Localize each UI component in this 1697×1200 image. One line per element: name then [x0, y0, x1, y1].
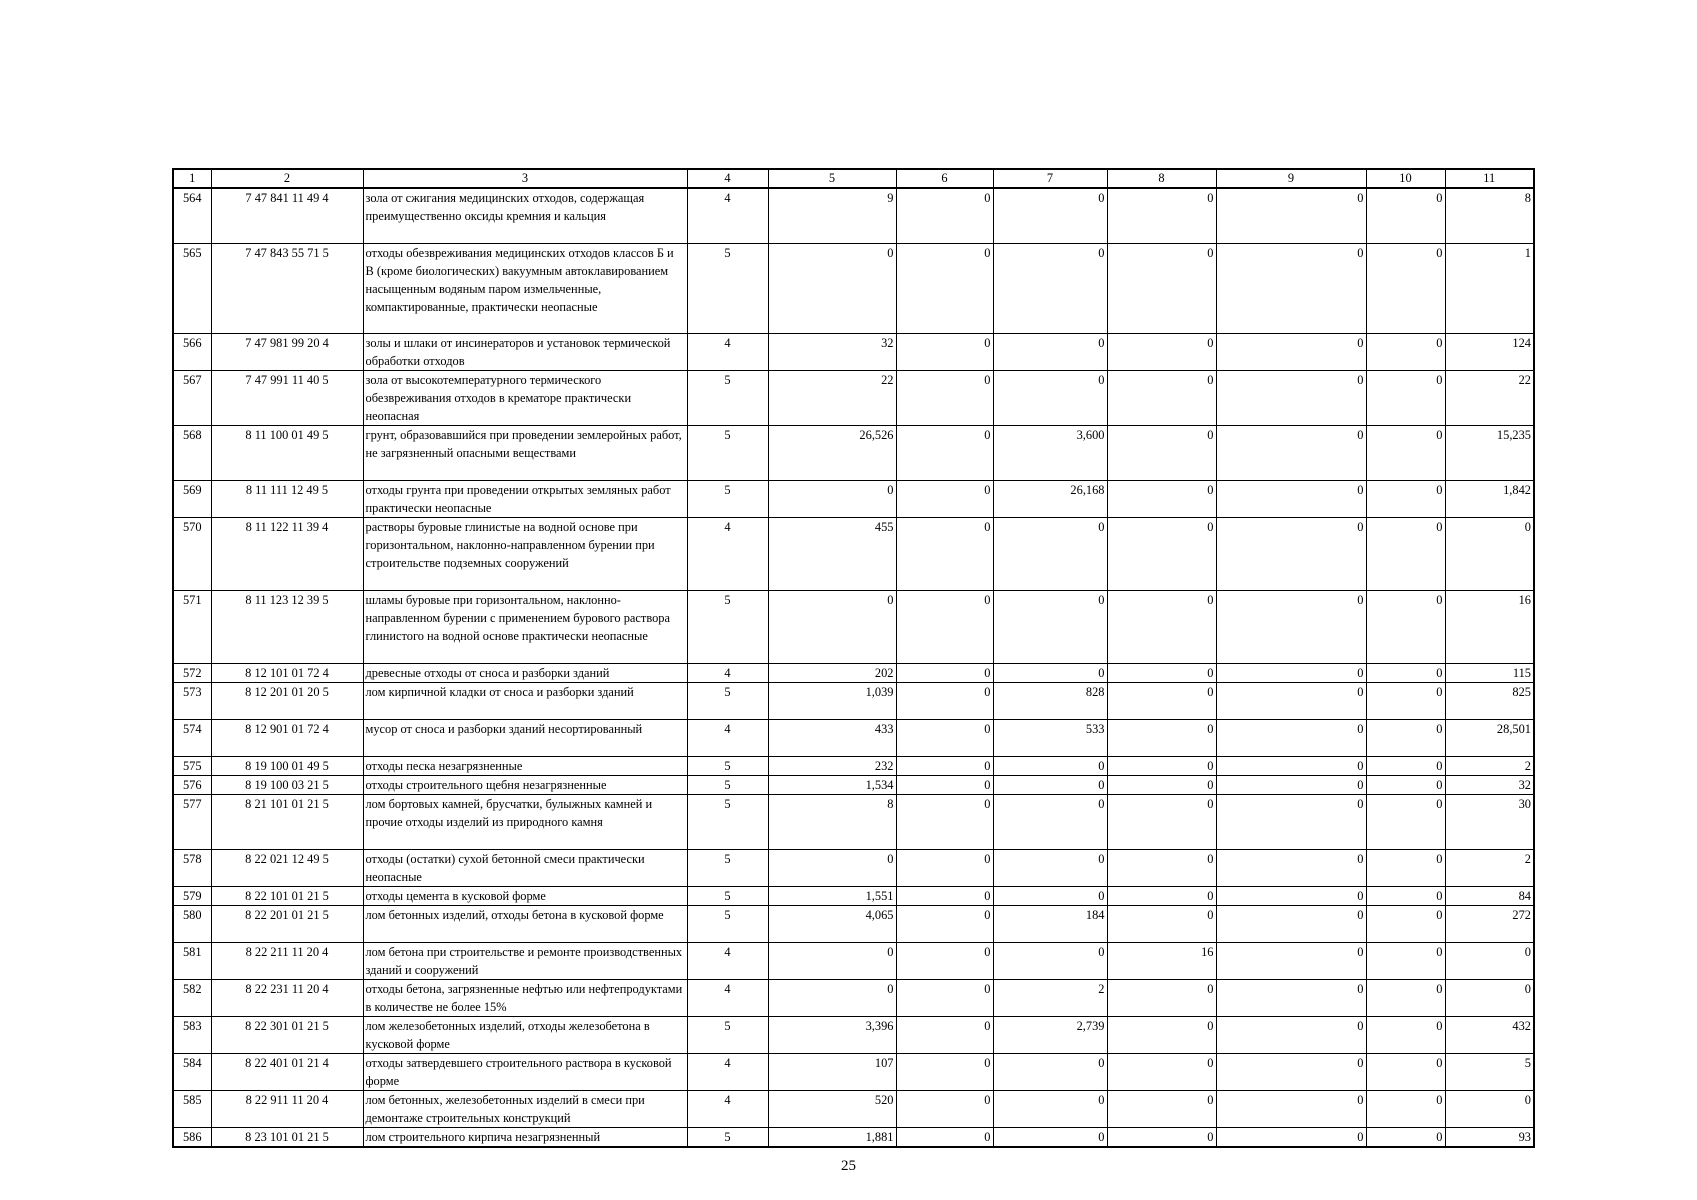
- page-number: 25: [841, 1158, 856, 1174]
- waste-name: грунт, образовавшийся при проведении землеройных работ, не загрязненный опасными веществами: [363, 425, 687, 480]
- value-col-5: 8: [768, 794, 896, 849]
- value-col-8: 0: [1107, 480, 1216, 517]
- hazard-class: 5: [687, 775, 768, 794]
- value-col-8: 0: [1107, 425, 1216, 480]
- value-col-11: 272: [1445, 905, 1534, 942]
- value-col-11: 1,842: [1445, 480, 1534, 517]
- value-col-11: 22: [1445, 370, 1534, 425]
- value-col-10: 0: [1366, 1053, 1445, 1090]
- waste-name: отходы обезвреживания медицинских отходов классов Б и В (кроме биологических) вакуумным автоклавированием насыщенным водяным паром измельченные, компактированные, практически неопасные: [363, 243, 687, 333]
- waste-name: древесные отходы от сноса и разборки зданий: [363, 663, 687, 682]
- table-row: [173, 756, 1534, 775]
- value-col-8: 0: [1107, 590, 1216, 663]
- table-row: [173, 886, 1534, 905]
- value-col-11: 2: [1445, 756, 1534, 775]
- value-col-5: 0: [768, 942, 896, 979]
- value-col-8: 0: [1107, 243, 1216, 333]
- value-col-10: 0: [1366, 663, 1445, 682]
- hazard-class: 5: [687, 794, 768, 849]
- hazard-class: 4: [687, 979, 768, 1016]
- row-number: 573: [173, 682, 211, 719]
- waste-table: [172, 168, 1535, 1148]
- value-col-8: 0: [1107, 1127, 1216, 1147]
- table-row: [173, 849, 1534, 886]
- waste-name: отходы затвердевшего строительного раствора в кусковой форме: [363, 1053, 687, 1090]
- hazard-class: 5: [687, 682, 768, 719]
- row-number: 584: [173, 1053, 211, 1090]
- waste-code: 8 22 301 01 21 5: [211, 1016, 363, 1053]
- waste-code: 8 22 201 01 21 5: [211, 905, 363, 942]
- row-number: 583: [173, 1016, 211, 1053]
- value-col-6: 0: [896, 775, 993, 794]
- value-col-6: 0: [896, 849, 993, 886]
- table-row: [173, 979, 1534, 1016]
- hazard-class: 4: [687, 1090, 768, 1127]
- waste-name: лом железобетонных изделий, отходы железобетона в кусковой форме: [363, 1016, 687, 1053]
- value-col-5: 232: [768, 756, 896, 775]
- value-col-8: 0: [1107, 1016, 1216, 1053]
- row-number: 582: [173, 979, 211, 1016]
- value-col-9: 0: [1216, 663, 1366, 682]
- value-col-11: 825: [1445, 682, 1534, 719]
- value-col-6: 0: [896, 333, 993, 370]
- hazard-class: 4: [687, 188, 768, 243]
- value-col-8: 0: [1107, 370, 1216, 425]
- value-col-11: 32: [1445, 775, 1534, 794]
- waste-code: 8 23 101 01 21 5: [211, 1127, 363, 1147]
- waste-code: 7 47 841 11 49 4: [211, 188, 363, 243]
- value-col-5: 433: [768, 719, 896, 756]
- row-number: 585: [173, 1090, 211, 1127]
- hazard-class: 4: [687, 942, 768, 979]
- value-col-6: 0: [896, 942, 993, 979]
- value-col-7: 2,739: [993, 1016, 1107, 1053]
- hazard-class: 5: [687, 849, 768, 886]
- table-row: [173, 333, 1534, 370]
- value-col-11: 93: [1445, 1127, 1534, 1147]
- value-col-5: 0: [768, 979, 896, 1016]
- value-col-10: 0: [1366, 480, 1445, 517]
- value-col-9: 0: [1216, 682, 1366, 719]
- value-col-6: 0: [896, 886, 993, 905]
- table-row: [173, 425, 1534, 480]
- column-header-10: 10: [1366, 169, 1445, 188]
- row-number: 586: [173, 1127, 211, 1147]
- row-number: 566: [173, 333, 211, 370]
- value-col-10: 0: [1366, 517, 1445, 590]
- value-col-6: 0: [896, 243, 993, 333]
- waste-name: лом строительного кирпича незагрязненный: [363, 1127, 687, 1147]
- value-col-9: 0: [1216, 590, 1366, 663]
- value-col-8: 0: [1107, 663, 1216, 682]
- value-col-10: 0: [1366, 775, 1445, 794]
- waste-code: 8 11 111 12 49 5: [211, 480, 363, 517]
- value-col-7: 0: [993, 590, 1107, 663]
- row-number: 569: [173, 480, 211, 517]
- value-col-8: 0: [1107, 333, 1216, 370]
- value-col-9: 0: [1216, 775, 1366, 794]
- table-row: [173, 682, 1534, 719]
- table-row: [173, 370, 1534, 425]
- value-col-7: 184: [993, 905, 1107, 942]
- row-number: 572: [173, 663, 211, 682]
- waste-code: 8 22 231 11 20 4: [211, 979, 363, 1016]
- waste-code: 8 19 100 03 21 5: [211, 775, 363, 794]
- value-col-7: 533: [993, 719, 1107, 756]
- value-col-8: 0: [1107, 1053, 1216, 1090]
- value-col-8: 0: [1107, 517, 1216, 590]
- table-row: [173, 663, 1534, 682]
- value-col-6: 0: [896, 1053, 993, 1090]
- waste-name: лом бетонных изделий, отходы бетона в кусковой форме: [363, 905, 687, 942]
- value-col-9: 0: [1216, 979, 1366, 1016]
- value-col-10: 0: [1366, 979, 1445, 1016]
- value-col-9: 0: [1216, 243, 1366, 333]
- column-header-2: 2: [211, 169, 363, 188]
- waste-name: лом бортовых камней, брусчатки, булыжных камней и прочие отходы изделий из природного камня: [363, 794, 687, 849]
- value-col-7: 2: [993, 979, 1107, 1016]
- hazard-class: 4: [687, 333, 768, 370]
- value-col-5: 0: [768, 243, 896, 333]
- value-col-11: 432: [1445, 1016, 1534, 1053]
- waste-name: зола от сжигания медицинских отходов, содержащая преимущественно оксиды кремния и кальция: [363, 188, 687, 243]
- value-col-8: 0: [1107, 188, 1216, 243]
- value-col-9: 0: [1216, 886, 1366, 905]
- value-col-8: 0: [1107, 1090, 1216, 1127]
- value-col-9: 0: [1216, 1053, 1366, 1090]
- value-col-11: 115: [1445, 663, 1534, 682]
- column-header-4: 4: [687, 169, 768, 188]
- value-col-9: 0: [1216, 849, 1366, 886]
- value-col-8: 0: [1107, 849, 1216, 886]
- table-row: [173, 1090, 1534, 1127]
- value-col-11: 8: [1445, 188, 1534, 243]
- value-col-5: 4,065: [768, 905, 896, 942]
- value-col-10: 0: [1366, 425, 1445, 480]
- value-col-7: 0: [993, 188, 1107, 243]
- value-col-11: 84: [1445, 886, 1534, 905]
- hazard-class: 5: [687, 756, 768, 775]
- waste-code: 8 11 123 12 39 5: [211, 590, 363, 663]
- value-col-9: 0: [1216, 1016, 1366, 1053]
- waste-name: растворы буровые глинистые на водной основе при горизонтальном, наклонно-направленном бурении при строительстве подземных сооружений: [363, 517, 687, 590]
- waste-code: 7 47 981 99 20 4: [211, 333, 363, 370]
- column-header-6: 6: [896, 169, 993, 188]
- value-col-6: 0: [896, 756, 993, 775]
- value-col-5: 3,396: [768, 1016, 896, 1053]
- row-number: 571: [173, 590, 211, 663]
- waste-name: золы и шлаки от инсинераторов и установок термической обработки отходов: [363, 333, 687, 370]
- value-col-10: 0: [1366, 243, 1445, 333]
- hazard-class: 5: [687, 590, 768, 663]
- value-col-11: 0: [1445, 1090, 1534, 1127]
- value-col-6: 0: [896, 1127, 993, 1147]
- value-col-11: 0: [1445, 942, 1534, 979]
- value-col-7: 0: [993, 517, 1107, 590]
- row-number: 576: [173, 775, 211, 794]
- value-col-5: 520: [768, 1090, 896, 1127]
- value-col-11: 30: [1445, 794, 1534, 849]
- hazard-class: 5: [687, 905, 768, 942]
- waste-name: мусор от сноса и разборки зданий несортированный: [363, 719, 687, 756]
- value-col-6: 0: [896, 719, 993, 756]
- value-col-7: 0: [993, 333, 1107, 370]
- row-number: 578: [173, 849, 211, 886]
- value-col-10: 0: [1366, 756, 1445, 775]
- waste-name: лом бетонных, железобетонных изделий в смеси при демонтаже строительных конструкций: [363, 1090, 687, 1127]
- value-col-9: 0: [1216, 188, 1366, 243]
- value-col-11: 1: [1445, 243, 1534, 333]
- waste-name: лом бетона при строительстве и ремонте производственных зданий и сооружений: [363, 942, 687, 979]
- waste-name: отходы цемента в кусковой форме: [363, 886, 687, 905]
- value-col-10: 0: [1366, 370, 1445, 425]
- waste-name: зола от высокотемпературного термического обезвреживания отходов в крематоре практически неопасная: [363, 370, 687, 425]
- value-col-6: 0: [896, 188, 993, 243]
- value-col-5: 0: [768, 849, 896, 886]
- table-row: [173, 942, 1534, 979]
- value-col-7: 0: [993, 1090, 1107, 1127]
- value-col-10: 0: [1366, 886, 1445, 905]
- hazard-class: 4: [687, 719, 768, 756]
- hazard-class: 4: [687, 663, 768, 682]
- value-col-5: 9: [768, 188, 896, 243]
- value-col-11: 2: [1445, 849, 1534, 886]
- table-row: [173, 243, 1534, 333]
- value-col-7: 0: [993, 756, 1107, 775]
- row-number: 579: [173, 886, 211, 905]
- value-col-6: 0: [896, 517, 993, 590]
- row-number: 567: [173, 370, 211, 425]
- value-col-8: 0: [1107, 756, 1216, 775]
- value-col-8: 0: [1107, 682, 1216, 719]
- value-col-7: 0: [993, 1053, 1107, 1090]
- table-row: [173, 905, 1534, 942]
- waste-name: отходы песка незагрязненные: [363, 756, 687, 775]
- table-row: [173, 1016, 1534, 1053]
- value-col-9: 0: [1216, 905, 1366, 942]
- waste-code: 8 21 101 01 21 5: [211, 794, 363, 849]
- value-col-11: 0: [1445, 517, 1534, 590]
- table-row: [173, 719, 1534, 756]
- column-header-5: 5: [768, 169, 896, 188]
- value-col-9: 0: [1216, 1127, 1366, 1147]
- value-col-6: 0: [896, 370, 993, 425]
- table-row: [173, 1053, 1534, 1090]
- value-col-5: 202: [768, 663, 896, 682]
- waste-code: 7 47 843 55 71 5: [211, 243, 363, 333]
- value-col-6: 0: [896, 425, 993, 480]
- value-col-6: 0: [896, 794, 993, 849]
- value-col-9: 0: [1216, 719, 1366, 756]
- waste-code: 8 22 911 11 20 4: [211, 1090, 363, 1127]
- waste-code: 8 19 100 01 49 5: [211, 756, 363, 775]
- hazard-class: 5: [687, 425, 768, 480]
- row-number: 568: [173, 425, 211, 480]
- hazard-class: 5: [687, 1016, 768, 1053]
- table-header-row: [173, 169, 1534, 188]
- waste-name: лом кирпичной кладки от сноса и разборки зданий: [363, 682, 687, 719]
- waste-name: отходы строительного щебня незагрязненные: [363, 775, 687, 794]
- value-col-7: 0: [993, 243, 1107, 333]
- value-col-8: 0: [1107, 775, 1216, 794]
- waste-name: шламы буровые при горизонтальном, наклонно-направленном бурении с применением бурового раствора глинистого на водной основе практически неопасные: [363, 590, 687, 663]
- value-col-9: 0: [1216, 370, 1366, 425]
- table-row: [173, 775, 1534, 794]
- value-col-8: 0: [1107, 886, 1216, 905]
- row-number: 575: [173, 756, 211, 775]
- table-row: [173, 480, 1534, 517]
- value-col-9: 0: [1216, 425, 1366, 480]
- value-col-10: 0: [1366, 1016, 1445, 1053]
- value-col-9: 0: [1216, 333, 1366, 370]
- table-row: [173, 1127, 1534, 1147]
- value-col-5: 1,881: [768, 1127, 896, 1147]
- value-col-6: 0: [896, 1016, 993, 1053]
- value-col-11: 0: [1445, 979, 1534, 1016]
- waste-code: 8 11 122 11 39 4: [211, 517, 363, 590]
- waste-code: 7 47 991 11 40 5: [211, 370, 363, 425]
- row-number: 565: [173, 243, 211, 333]
- waste-code: 8 22 211 11 20 4: [211, 942, 363, 979]
- value-col-5: 1,534: [768, 775, 896, 794]
- value-col-6: 0: [896, 663, 993, 682]
- value-col-7: 0: [993, 849, 1107, 886]
- waste-name: отходы грунта при проведении открытых земляных работ практически неопасные: [363, 480, 687, 517]
- value-col-7: 0: [993, 1127, 1107, 1147]
- value-col-6: 0: [896, 682, 993, 719]
- value-col-7: 0: [993, 370, 1107, 425]
- waste-code: 8 22 101 01 21 5: [211, 886, 363, 905]
- value-col-6: 0: [896, 1090, 993, 1127]
- value-col-10: 0: [1366, 333, 1445, 370]
- value-col-11: 16: [1445, 590, 1534, 663]
- value-col-5: 455: [768, 517, 896, 590]
- value-col-5: 32: [768, 333, 896, 370]
- value-col-8: 0: [1107, 794, 1216, 849]
- value-col-7: 26,168: [993, 480, 1107, 517]
- value-col-7: 0: [993, 775, 1107, 794]
- value-col-7: 0: [993, 886, 1107, 905]
- value-col-5: 0: [768, 480, 896, 517]
- waste-code: 8 11 100 01 49 5: [211, 425, 363, 480]
- value-col-10: 0: [1366, 590, 1445, 663]
- hazard-class: 5: [687, 243, 768, 333]
- value-col-9: 0: [1216, 517, 1366, 590]
- value-col-7: 828: [993, 682, 1107, 719]
- column-header-8: 8: [1107, 169, 1216, 188]
- column-header-9: 9: [1216, 169, 1366, 188]
- waste-name: отходы (остатки) сухой бетонной смеси практически неопасные: [363, 849, 687, 886]
- value-col-11: 5: [1445, 1053, 1534, 1090]
- value-col-5: 1,551: [768, 886, 896, 905]
- value-col-9: 0: [1216, 794, 1366, 849]
- hazard-class: 5: [687, 480, 768, 517]
- value-col-6: 0: [896, 480, 993, 517]
- value-col-10: 0: [1366, 849, 1445, 886]
- value-col-9: 0: [1216, 480, 1366, 517]
- value-col-8: 0: [1107, 979, 1216, 1016]
- value-col-10: 0: [1366, 942, 1445, 979]
- row-number: 581: [173, 942, 211, 979]
- row-number: 570: [173, 517, 211, 590]
- value-col-9: 0: [1216, 942, 1366, 979]
- hazard-class: 5: [687, 370, 768, 425]
- value-col-10: 0: [1366, 794, 1445, 849]
- value-col-9: 0: [1216, 1090, 1366, 1127]
- value-col-7: 3,600: [993, 425, 1107, 480]
- waste-code: 8 12 201 01 20 5: [211, 682, 363, 719]
- value-col-11: 28,501: [1445, 719, 1534, 756]
- column-header-1: 1: [173, 169, 211, 188]
- value-col-10: 0: [1366, 719, 1445, 756]
- value-col-8: 0: [1107, 719, 1216, 756]
- value-col-5: 107: [768, 1053, 896, 1090]
- waste-name: отходы бетона, загрязненные нефтью или нефтепродуктами в количестве не более 15%: [363, 979, 687, 1016]
- table-row: [173, 517, 1534, 590]
- waste-code: 8 22 021 12 49 5: [211, 849, 363, 886]
- value-col-5: 26,526: [768, 425, 896, 480]
- column-header-7: 7: [993, 169, 1107, 188]
- value-col-10: 0: [1366, 1090, 1445, 1127]
- row-number: 564: [173, 188, 211, 243]
- value-col-10: 0: [1366, 188, 1445, 243]
- waste-code: 8 12 901 01 72 4: [211, 719, 363, 756]
- hazard-class: 4: [687, 517, 768, 590]
- value-col-10: 0: [1366, 905, 1445, 942]
- column-header-3: 3: [363, 169, 687, 188]
- value-col-10: 0: [1366, 682, 1445, 719]
- waste-code: 8 12 101 01 72 4: [211, 663, 363, 682]
- value-col-6: 0: [896, 590, 993, 663]
- row-number: 574: [173, 719, 211, 756]
- row-number: 580: [173, 905, 211, 942]
- hazard-class: 4: [687, 1053, 768, 1090]
- value-col-11: 15,235: [1445, 425, 1534, 480]
- value-col-6: 0: [896, 905, 993, 942]
- value-col-5: 22: [768, 370, 896, 425]
- column-header-11: 11: [1445, 169, 1534, 188]
- value-col-8: 16: [1107, 942, 1216, 979]
- value-col-8: 0: [1107, 905, 1216, 942]
- value-col-7: 0: [993, 942, 1107, 979]
- table-row: [173, 590, 1534, 663]
- waste-code: 8 22 401 01 21 4: [211, 1053, 363, 1090]
- value-col-7: 0: [993, 794, 1107, 849]
- value-col-7: 0: [993, 663, 1107, 682]
- table-body: [173, 188, 1534, 1147]
- table-row: [173, 188, 1534, 243]
- table-row: [173, 794, 1534, 849]
- value-col-11: 124: [1445, 333, 1534, 370]
- hazard-class: 5: [687, 1127, 768, 1147]
- hazard-class: 5: [687, 886, 768, 905]
- row-number: 577: [173, 794, 211, 849]
- value-col-5: 0: [768, 590, 896, 663]
- value-col-9: 0: [1216, 756, 1366, 775]
- value-col-6: 0: [896, 979, 993, 1016]
- value-col-10: 0: [1366, 1127, 1445, 1147]
- value-col-5: 1,039: [768, 682, 896, 719]
